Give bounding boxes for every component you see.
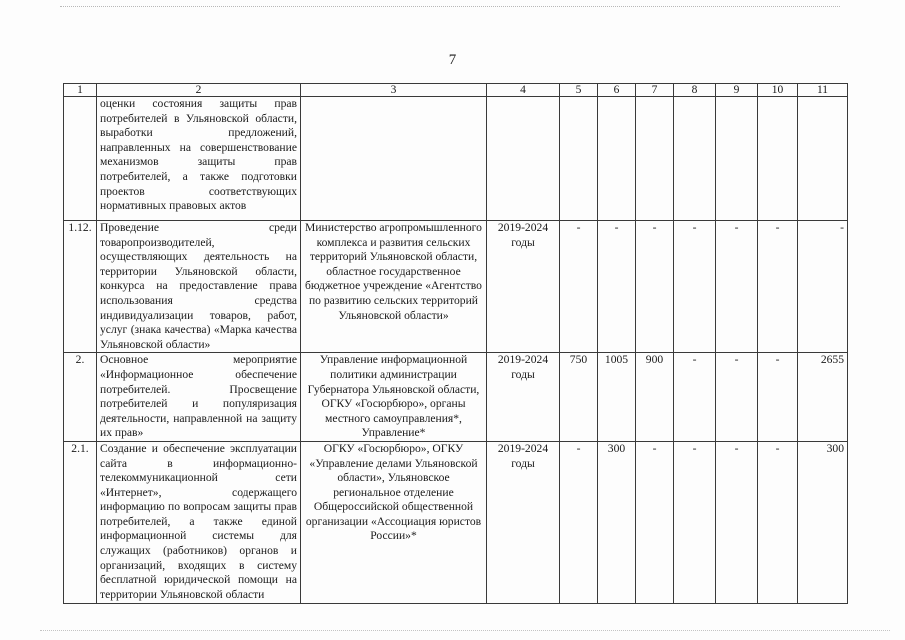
table-row (64, 353, 848, 442)
row-description: Основное мероприятие «Информационное обеспечение потребителей. Просвещение потребителей и популяризация деятельности, направленной на защиту их прав» (97, 353, 301, 442)
row-value-col6: - (598, 221, 636, 353)
header-cell: 5 (560, 84, 598, 97)
row-value-col7: - (636, 221, 674, 353)
row-value-col6 (598, 97, 636, 221)
header-cell: 2 (97, 84, 301, 97)
row-executor: ОГКУ «Госюрбюро», ОГКУ «Управление делами Ульяновской области», Ульяновское региональное отделение Общероссийской общественной организации «Ассоциация юристов России»* (301, 441, 487, 603)
row-value-col8: - (674, 353, 716, 442)
row-value-col6: 1005 (598, 353, 636, 442)
row-value-col10: - (758, 353, 798, 442)
scan-edge-top (60, 6, 840, 7)
row-number: 1.12. (64, 221, 97, 353)
row-value-col5: 750 (560, 353, 598, 442)
header-cell: 4 (487, 84, 560, 97)
row-value-col11 (798, 97, 848, 221)
header-cell: 6 (598, 84, 636, 97)
header-cell: 1 (64, 84, 97, 97)
header-cell: 8 (674, 84, 716, 97)
row-value-col11: 2655 (798, 353, 848, 442)
header-cell: 10 (758, 84, 798, 97)
row-number: 2. (64, 353, 97, 442)
row-executor: Управление информационной политики администрации Губернатора Ульяновской области, ОГКУ «Госюрбюро», органы местного самоуправления*, Управление* (301, 353, 487, 442)
program-table (63, 83, 848, 604)
row-years: 2019-2024 годы (487, 221, 560, 353)
row-value-col9 (716, 97, 758, 221)
row-value-col7: - (636, 441, 674, 603)
row-value-col10 (758, 97, 798, 221)
row-description: Создание и обеспечение эксплуатации сайта в информационно-телекоммуникационной сети «Интернет», содержащего информацию по вопросам защиты прав потребителей, а также единой информационной системы для служащих (работников) органов и организаций, входящих в систему бесплатной юридической помощи на территории Ульяновской области (97, 441, 301, 603)
row-description: Проведение среди товаропроизводителей, осуществляющих деятельность на территории Ульяновской области, конкурса на предоставление права использования средства индивидуализации товаров, работ, услуг (знака качества) «Марка качества Ульяновской области» (97, 221, 301, 353)
header-cell: 9 (716, 84, 758, 97)
header-cell: 3 (301, 84, 487, 97)
row-value-col9: - (716, 441, 758, 603)
row-value-col7 (636, 97, 674, 221)
row-years (487, 97, 560, 221)
row-value-col5 (560, 97, 598, 221)
page-number: 7 (448, 52, 457, 68)
row-value-col10: - (758, 221, 798, 353)
row-value-col11: 300 (798, 441, 848, 603)
table-row (64, 97, 848, 221)
row-value-col8: - (674, 221, 716, 353)
row-value-col9: - (716, 221, 758, 353)
row-description: оценки состояния защиты прав потребителей в Ульяновской области, выработки предложений, направленных на совершенствование механизмов защиты прав потребителей, а также подготовки проектов соответствующих нормативных правовых актов (97, 97, 301, 221)
row-number (64, 97, 97, 221)
row-value-col9: - (716, 353, 758, 442)
row-value-col8 (674, 97, 716, 221)
header-cell: 11 (798, 84, 848, 97)
row-years: 2019-2024 годы (487, 441, 560, 603)
row-years: 2019-2024 годы (487, 353, 560, 442)
row-executor (301, 97, 487, 221)
row-value-col8: - (674, 441, 716, 603)
row-value-col5: - (560, 441, 598, 603)
header-cell: 7 (636, 84, 674, 97)
row-value-col7: 900 (636, 353, 674, 442)
table-header-row (64, 84, 848, 97)
scan-edge-bottom (40, 630, 890, 631)
row-value-col10: - (758, 441, 798, 603)
table-row (64, 441, 848, 603)
row-value-col5: - (560, 221, 598, 353)
row-executor: Министерство агропромышленного комплекса и развития сельских территорий Ульяновской области, областное государственное бюджетное учреждение «Агентство по развитию сельских территорий Ульяновской области» (301, 221, 487, 353)
table-row (64, 221, 848, 353)
row-number: 2.1. (64, 441, 97, 603)
row-value-col6: 300 (598, 441, 636, 603)
row-value-col11: - (798, 221, 848, 353)
